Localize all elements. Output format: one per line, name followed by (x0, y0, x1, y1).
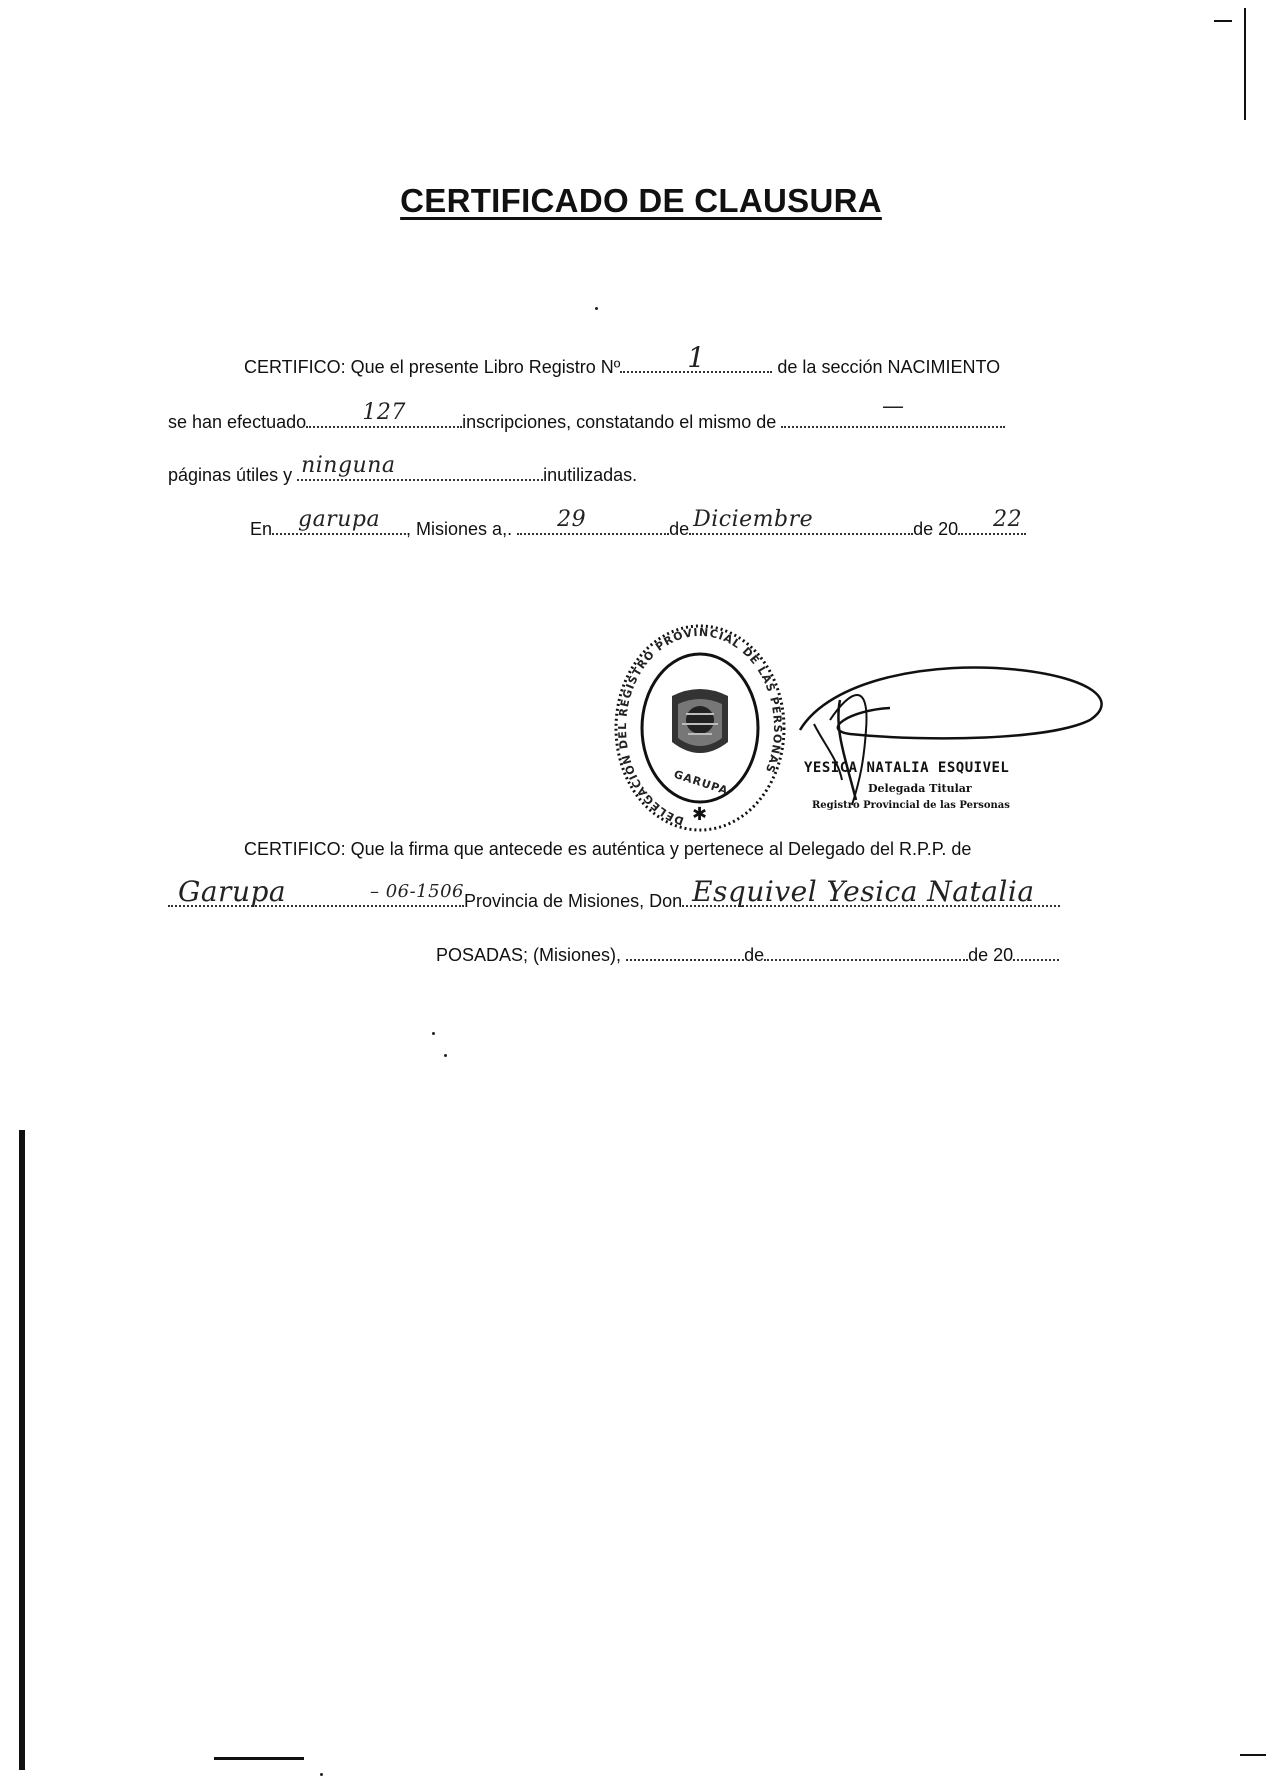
lugar-field (272, 507, 406, 535)
certifico-firma-line-2 (168, 875, 1060, 912)
anio-field (958, 507, 1026, 535)
inutilizadas-field (297, 453, 543, 481)
delegado-value: Esquivel Yesica Natalia (692, 875, 1035, 908)
certifico-line-1 (244, 341, 1001, 378)
scan-dash-bottom-left (214, 1757, 304, 1760)
fecha-mes-field (764, 945, 968, 961)
libro-numero-value: 1 (687, 341, 706, 374)
de-text: de (669, 519, 690, 539)
signatory-role: Delegada Titular (868, 782, 972, 795)
speck (432, 1032, 435, 1035)
provincia-text: Provincia de Misiones, Don (464, 891, 683, 911)
libro-numero-field (620, 341, 772, 374)
inscripciones-value: 127 (362, 400, 406, 425)
certifico-firma-line-1: CERTIFICO: Que la firma que antecede es auténtica y pertenece al Delegado del R.P.P. de (244, 839, 972, 859)
certifico-line-2 (168, 394, 1005, 433)
certifico-intro-text: CERTIFICO: Que el presente Libro Registro Nº (244, 357, 621, 377)
efectuado-text: se han efectuado (168, 412, 307, 432)
fecha-dia-field (626, 945, 744, 961)
dia-field (517, 507, 669, 535)
en-text: En (250, 519, 273, 539)
inscripciones-field (306, 400, 462, 428)
dia-value: 29 (557, 507, 587, 532)
misiones-text: , Misiones a,. (406, 519, 513, 539)
inutilizadas-text: inutilizadas. (543, 465, 638, 485)
posadas-text: POSADAS; (Misiones), (436, 945, 622, 965)
paginas-utiles-field (781, 394, 1005, 428)
stamp-ring-textpath: DELEGACION DEL REGISTRO PROVINCIAL DE LAS PERSONAS (615, 625, 785, 828)
stamp-center-text: GARUPA (672, 767, 730, 798)
seccion-text: de la sección NACIMIENTO (777, 357, 1001, 377)
certifico-firma-line-3 (436, 944, 1059, 966)
fecha-de-text: de (744, 945, 765, 965)
delegado-field (682, 875, 1060, 908)
certifico-line-4 (250, 507, 1026, 540)
signatory-org: Registro Provincial de las Personas (812, 800, 1010, 811)
document-title: CERTIFICADO DE CLAUSURA (400, 182, 882, 219)
fecha-anio-field (1013, 945, 1059, 961)
codigo-value: – 06-1506 (369, 881, 464, 902)
inscripciones-text: inscripciones, constatando el mismo de (462, 412, 777, 432)
speck (444, 1054, 447, 1057)
speck (320, 1773, 323, 1776)
de-20-text: de 20 (913, 519, 959, 539)
lugar-value: garupa (297, 507, 381, 532)
speck (595, 307, 598, 310)
certifico-line-3 (168, 453, 638, 486)
localidad-value: Garupa (178, 875, 287, 908)
scan-edge-mark-top-right (1244, 8, 1246, 120)
paginas-utiles-value: — (882, 394, 905, 419)
signatory-name: YESICA NATALIA ESQUIVEL (804, 760, 1010, 776)
mes-field (689, 507, 913, 535)
scan-dash-bottom-right (1240, 1754, 1266, 1756)
paginas-utiles-text: páginas útiles y (168, 465, 293, 485)
delegacion-stamp (612, 624, 788, 838)
scan-dash-top (1214, 20, 1232, 22)
stamp-coat-of-arms (672, 689, 728, 753)
mes-value: Diciembre (693, 507, 814, 532)
fecha-de-20-text: de 20 (968, 945, 1014, 965)
inutilizadas-value: ninguna (301, 453, 396, 478)
localidad-field (168, 875, 464, 908)
anio-value: 22 (993, 507, 1023, 532)
stamp-star-icon: ✱ (692, 804, 708, 825)
scan-edge-mark-left (19, 1130, 25, 1770)
